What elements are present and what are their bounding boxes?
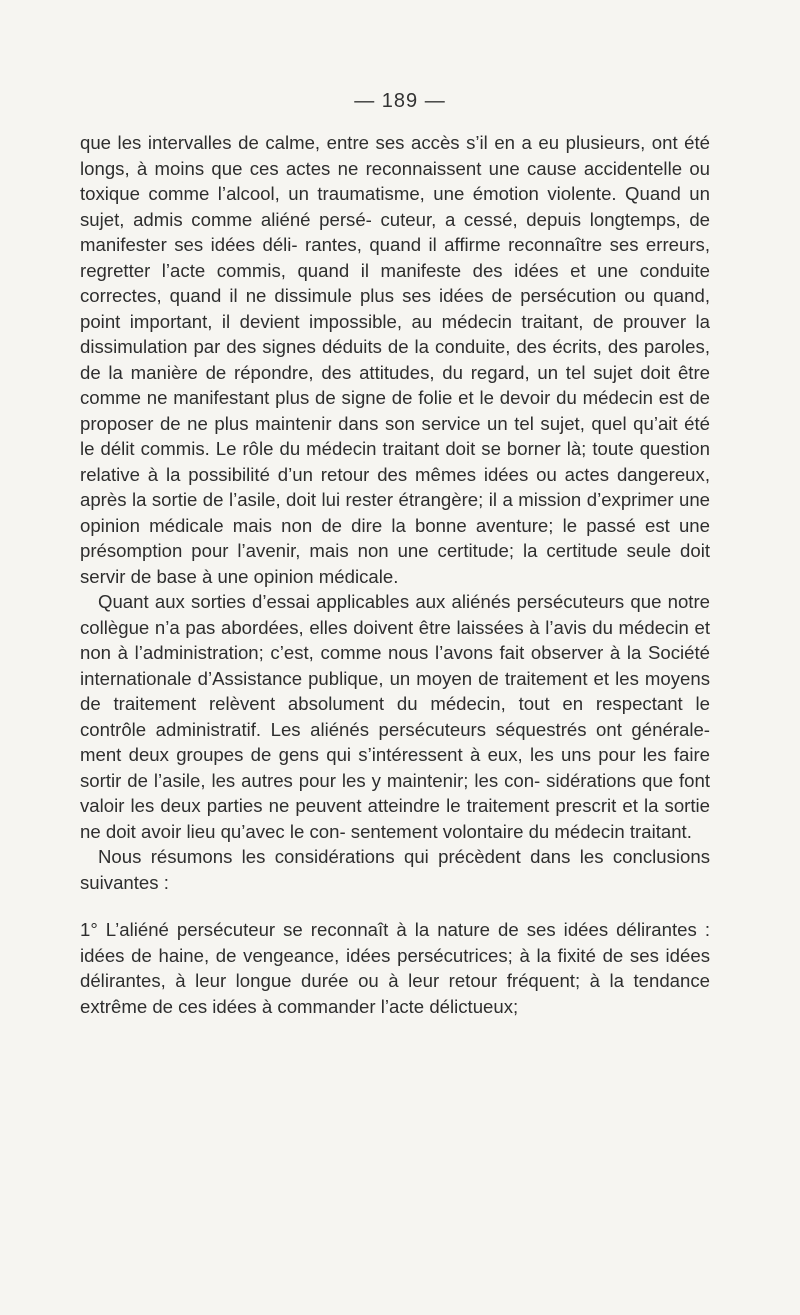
page-number: — 189 — bbox=[354, 90, 446, 112]
paragraph-sorties-essai: Quant aux sorties d’essai applicables aux aliénés persécuteurs que notre collègue n’a pas abordées, elles doivent être laissées à l’avis du médecin et non à l’administration; c’est, comme nous l’avons fait observer à la Société internationale d’Assistance publique, un moyen de traitement et les moyens de traitement relèvent absolument du médecin, tout en respectant le contrôle administratif. Les aliénés persécuteurs séquestrés ont générale- ment deux groupes de gens qui s’intéressent à eux, les uns pour les faire sortir de l’asile, les autres pour les y maintenir; les con- sidérations que font valoir les deux parties ne peuvent atteindre le traitement prescrit et la sortie ne doit avoir lieu qu’avec le con- sentement volontaire du médecin traitant. bbox=[80, 591, 710, 842]
paragraph-resume: Nous résumons les considérations qui précèdent dans les conclusions suivantes : bbox=[80, 846, 710, 893]
paragraph-continuation: que les intervalles de calme, entre ses accès s’il en a eu plusieurs, ont été longs, à moins que ces actes ne reconnaissent une cause accidentelle ou toxique comme l’alcool, un traumatisme, une émotion violente. Quand un sujet, admis comme aliéné persé- cuteur, a cessé, depuis longtemps, de manifester ses idées déli- rantes, quand il affirme reconnaître ses erreurs, regretter l’acte commis, quand il manifeste des idées et une conduite correctes, quand il ne dissimule plus ses idées de persécution ou quand, point important, il devient impossible, au médecin traitant, de prouver la dissimulation par des signes déduits de la conduite, des écrits, des paroles, de la manière de répondre, des attitudes, du regard, un tel sujet doit être comme ne manifestant plus de signe de folie et le devoir du médecin est de proposer de ne plus maintenir dans son service un tel sujet, quel qu’ait été le délit commis. Le rôle du médecin traitant doit se borner là; toute question relative à la possibilité d’un retour des mêmes idées ou actes dangereux, après la sortie de l’asile, doit lui rester étrangère; il a mission d’exprimer une opinion médicale mais non de dire la bonne aventure; le passé est une présomption pour l’avenir, mais non une certitude; la certitude seule doit servir de base à une opinion médicale. bbox=[80, 132, 710, 587]
conclusion-item-1: 1° L’aliéné persécuteur se reconnaît à la nature de ses idées délirantes : idées de haine, de vengeance, idées persécutrices; à la fixité de ses idées délirantes, à leur longue durée ou à leur retour fréquent; à la tendance extrême de ces idées à commander l’acte délictueux; bbox=[80, 919, 710, 1017]
body-text bbox=[80, 130, 710, 1019]
